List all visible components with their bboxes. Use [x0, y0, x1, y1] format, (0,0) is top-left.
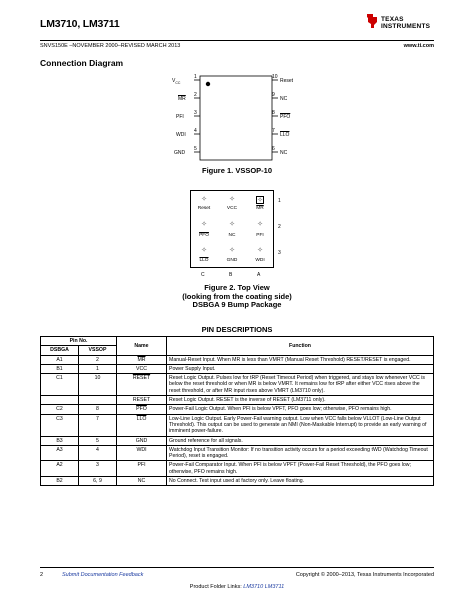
- cell-vssop: 4: [79, 445, 117, 461]
- bump-C2: ✧: [201, 221, 207, 228]
- cell-name: PFI: [117, 461, 167, 477]
- pin-6-number: 6: [272, 146, 275, 152]
- cell-dsbga: C1: [41, 374, 79, 396]
- ti-state-icon: [365, 12, 379, 30]
- pin-descriptions-table: [40, 336, 434, 486]
- header-rule: [40, 40, 434, 41]
- table-row: [41, 405, 434, 414]
- cell-name: RESET: [117, 396, 167, 405]
- pin-8-number: 8: [272, 110, 275, 116]
- cell-func: Watchdog Input Transition Monitor: If no transition activity occurs for a period exceeding tWD (Watchdog Timeout Period), reset is engaged.: [167, 445, 434, 461]
- bga-row-3: 3: [278, 250, 281, 256]
- cell-name: $\overline{LLO}$: [117, 414, 167, 436]
- cell-vssop: 6, 9: [79, 477, 117, 486]
- bga-col-B: B: [229, 272, 233, 278]
- bump-A2: ✧: [257, 221, 263, 228]
- pin-6-label: NC: [280, 150, 288, 156]
- bump-C2-label: $\overline{PFO}$: [199, 233, 209, 238]
- cell-dsbga: B2: [41, 477, 79, 486]
- bump-A1-label: $\overline{MR}$: [256, 206, 264, 211]
- figure-2-caption: Figure 2. Top View (looking from the coating side) DSBGA 9 Bump Package: [182, 283, 292, 309]
- doc-revision: SNVS150E –NOVEMBER 2000–REVISED MARCH 2013: [40, 43, 181, 49]
- table-row: [41, 355, 434, 364]
- cell-vssop: 2: [79, 355, 117, 364]
- table-row: [41, 436, 434, 445]
- bump-C3-label: $\overline{LLO}$: [199, 258, 209, 263]
- header-vssop: VSSOP: [79, 346, 117, 355]
- pin-7-number: 7: [272, 128, 275, 134]
- pin-8-label: $\overline{PFO}$: [280, 114, 291, 120]
- table-row: [41, 414, 434, 436]
- cell-dsbga: A1: [41, 355, 79, 364]
- cell-dsbga: B1: [41, 364, 79, 373]
- pin-5-number: 5: [194, 146, 197, 152]
- cell-dsbga: C3: [41, 414, 79, 436]
- cell-func: Power-Fail Comparator Input. When PFI is below VPFT (Power-Fail Reset Threshold), the PFO goes low; otherwise, PFO remains high.: [167, 461, 434, 477]
- pin-3-number: 3: [194, 110, 197, 116]
- bump-A1: ✧: [257, 197, 263, 204]
- texas-instruments-logo: [365, 12, 435, 34]
- cell-name: RESET: [117, 374, 167, 396]
- table-row: [41, 364, 434, 373]
- pin-1-number: 1: [194, 74, 197, 80]
- pin-3-label: PFI: [176, 114, 184, 120]
- vssop-diagram: [170, 72, 310, 162]
- cell-func: Reset Logic Output. RESET is the inverse of RESET (LM3711 only).: [167, 396, 434, 405]
- pin-9-label: NC: [280, 96, 288, 102]
- bump-B1: ✧: [229, 196, 235, 203]
- cell-func: Power-Fail Logic Output. When PFI is below VPFT, PFO goes low; otherwise, PFO remains high.: [167, 405, 434, 414]
- pin-2-label: $\overline{MR}$: [178, 96, 186, 102]
- copyright: Copyright © 2000–2013, Texas Instruments Incorporated: [295, 572, 434, 578]
- dsbga-diagram: [190, 190, 274, 268]
- pin-7-label: $\overline{LLO}$: [280, 132, 290, 138]
- cell-dsbga: [41, 396, 79, 405]
- cell-dsbga: A2: [41, 461, 79, 477]
- header-name: Name: [117, 337, 167, 356]
- product-folder-links: Product Folder Links: LM3710 LM3711: [189, 584, 285, 590]
- pin-9-number: 9: [272, 92, 275, 98]
- document-title: LM3710, LM3711: [40, 18, 120, 30]
- table-row: [41, 396, 434, 405]
- product-link-lm3710[interactable]: LM3710: [243, 584, 264, 590]
- cell-func: Reset Logic Output. Pulses low for tRP (Reset Timeout Period) when triggered, and stays low whenever VCC is below the reset threshold or when MR is below VMRT. It remains low for tRP after either VCC rises above the reset threshold, or after MR input rises above VMRT (LM3710 only).: [167, 374, 434, 396]
- section-title: Connection Diagram: [40, 58, 124, 68]
- bump-B3: ✧: [229, 247, 235, 254]
- cell-name: WDI: [117, 445, 167, 461]
- bump-B2: ✧: [229, 221, 235, 228]
- bga-col-C: C: [201, 272, 205, 278]
- footer-rule: [40, 567, 434, 568]
- table-row: [41, 445, 434, 461]
- cell-vssop: 10: [79, 374, 117, 396]
- product-link-lm3711[interactable]: LM3711: [264, 584, 285, 590]
- cell-vssop: 8: [79, 405, 117, 414]
- pin-10-number: 10: [272, 74, 278, 80]
- bump-C1-label: Reset: [197, 206, 211, 211]
- table-row: [41, 477, 434, 486]
- table-row: [41, 461, 434, 477]
- pin-5-label: GND: [174, 150, 186, 156]
- pin-descriptions-title: PIN DESCRIPTIONS: [201, 325, 273, 334]
- bump-A2-label: PFI: [256, 233, 264, 238]
- cell-dsbga: C2: [41, 405, 79, 414]
- bga-row-2: 2: [278, 224, 281, 230]
- pin-10-label: Reset: [280, 78, 294, 84]
- cell-vssop: 3: [79, 461, 117, 477]
- cell-name: GND: [117, 436, 167, 445]
- pin-4-number: 4: [194, 128, 197, 134]
- cell-name: VCC: [117, 364, 167, 373]
- cell-name: $\overline{MR}$: [117, 355, 167, 364]
- cell-func: Ground reference for all signals.: [167, 436, 434, 445]
- bump-A3-label: WDI: [255, 258, 265, 263]
- pin-1-label: $V_{CC}$: [172, 78, 181, 85]
- bump-C3: ✧: [201, 247, 207, 254]
- page-number: 2: [40, 572, 44, 578]
- cell-dsbga: A3: [41, 445, 79, 461]
- bump-B3-label: GND: [226, 258, 238, 263]
- feedback-link[interactable]: Submit Documentation Feedback: [62, 572, 144, 578]
- cell-vssop: 1: [79, 364, 117, 373]
- header-function: Function: [167, 337, 434, 356]
- pin-2-number: 2: [194, 92, 197, 98]
- cell-name: $\overline{PFO}$: [117, 405, 167, 414]
- figure-1-caption: Figure 1. VSSOP-10: [201, 166, 273, 175]
- ti-logo-text: TEXAS INSTRUMENTS: [381, 16, 431, 30]
- cell-vssop: [79, 396, 117, 405]
- cell-func: Power Supply Input.: [167, 364, 434, 373]
- site-link[interactable]: www.ti.com: [403, 43, 434, 49]
- header-dsbga: DSBGA: [41, 346, 79, 355]
- table-row: [41, 374, 434, 396]
- cell-func: Low-Line Logic Output. Early Power-Fail warning output. Low when VCC falls below VLLOT (Low-Line Output Threshold). This output can be used to generate an NMI (Non-Maskable Interrupt) to provide an early warning of imminent power-failure.: [167, 414, 434, 436]
- bump-A3: ✧: [257, 247, 263, 254]
- bump-B2-label: NC: [228, 233, 236, 238]
- bump-C1: ✧: [201, 196, 207, 203]
- header-pin-no: Pin No.: [41, 337, 117, 346]
- cell-vssop: 7: [79, 414, 117, 436]
- bga-col-A: A: [257, 272, 261, 278]
- cell-func: No Connect. Test input used at factory only. Leave floating.: [167, 477, 434, 486]
- cell-vssop: 5: [79, 436, 117, 445]
- pin-4-label: WDI: [176, 132, 186, 138]
- cell-dsbga: B3: [41, 436, 79, 445]
- bga-row-1: 1: [278, 198, 281, 204]
- bump-B1-label: VCC: [226, 206, 238, 211]
- cell-name: NC: [117, 477, 167, 486]
- cell-func: Manual-Reset Input. When MR is less than VMRT (Manual Reset Threshold) RESET/RESET is engaged.: [167, 355, 434, 364]
